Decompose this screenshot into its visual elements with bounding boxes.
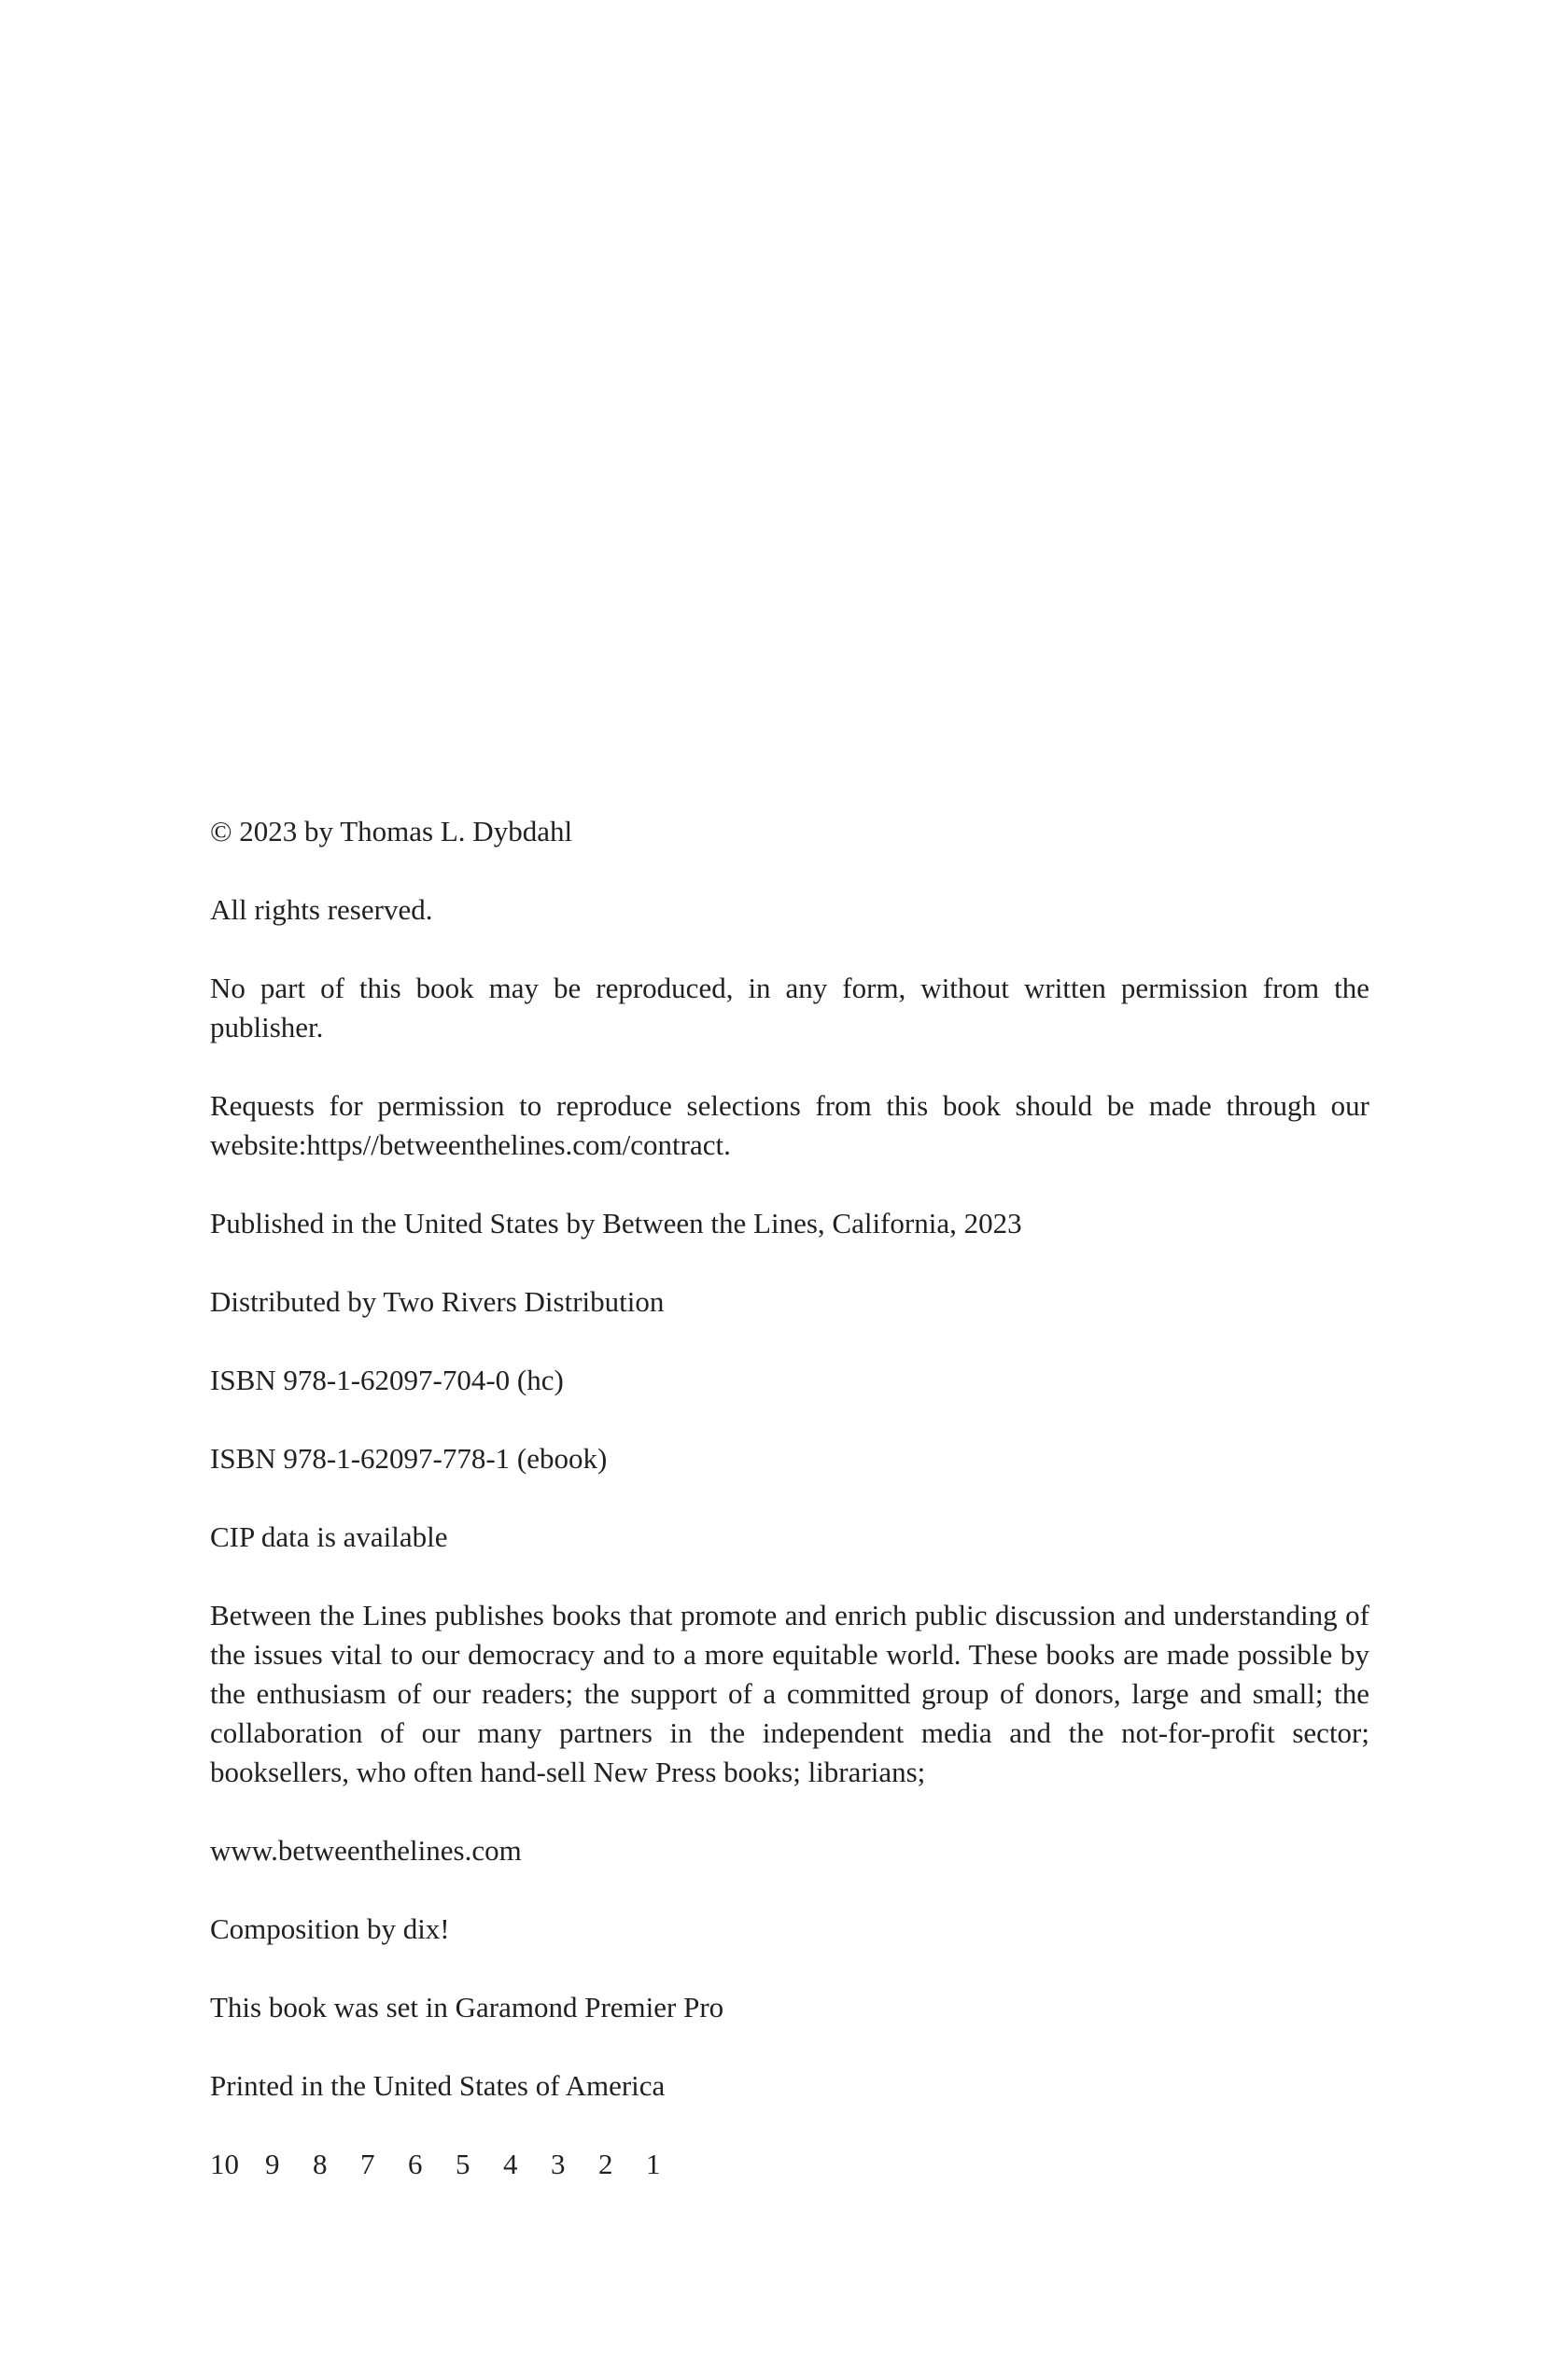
printer-key-number: 8 xyxy=(313,2148,328,2180)
cip-data: CIP data is available xyxy=(210,1520,448,1553)
printer-key xyxy=(210,2145,1369,2184)
printer-key-number: 5 xyxy=(456,2148,470,2180)
printed-in: Printed in the United States of America xyxy=(210,2069,666,2102)
publisher-mission: Between the Lines publishes books that promote and enrich public discussion and understanding of the issues vital to our democracy and to a more equitable world. These books are made possible by the enthusiasm of our readers; the support of a committed group of donors, large and small; the collaboration of our many partners in the independent media and the not-for-profit sector; booksellers, who often hand-sell New Press books; librarians; xyxy=(210,1599,1369,1788)
printer-key-number: 1 xyxy=(646,2148,661,2180)
printer-key-number: 9 xyxy=(265,2148,280,2180)
composition-credit: Composition by dix! xyxy=(210,1912,450,1945)
printer-key-number: 4 xyxy=(503,2148,518,2180)
printer-key-number: 7 xyxy=(360,2148,375,2180)
distribution-info: Distributed by Two Rivers Distribution xyxy=(210,1285,665,1318)
printer-key-number: 3 xyxy=(551,2148,566,2180)
publisher-website: www.betweenthelines.com xyxy=(210,1834,522,1867)
isbn-ebook: ISBN 978-1-62097-778-1 (ebook) xyxy=(210,1442,608,1475)
copyright-notice: © 2023 by Thomas L. Dybdahl xyxy=(210,815,573,847)
rights-reserved: All rights reserved. xyxy=(210,893,433,926)
no-reproduction-notice: No part of this book may be reproduced, in any form, without written permission from the publisher. xyxy=(210,972,1369,1043)
copyright-block xyxy=(210,812,1369,2184)
printer-key-number: 2 xyxy=(598,2148,613,2180)
isbn-hardcover: ISBN 978-1-62097-704-0 (hc) xyxy=(210,1364,564,1396)
printer-key-number: 6 xyxy=(408,2148,423,2180)
printer-key-number: 10 xyxy=(210,2148,239,2180)
typeface-note: This book was set in Garamond Premier Pro xyxy=(210,1991,724,2023)
permission-requests: Requests for permission to reproduce selections from this book should be made through our website:https//betweenthelines.com/contract. xyxy=(210,1089,1369,1161)
publication-info: Published in the United States by Between the Lines, California, 2023 xyxy=(210,1207,1022,1239)
